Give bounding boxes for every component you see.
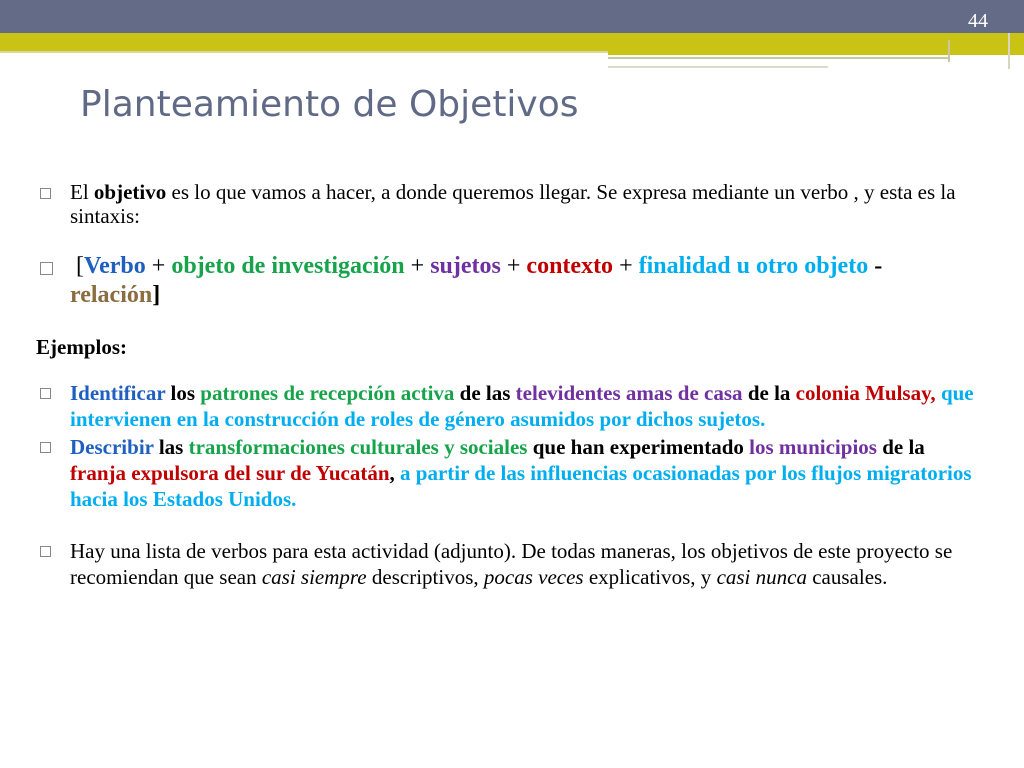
syntax-sujetos: sujetos xyxy=(430,253,501,279)
syntax-plus: + xyxy=(613,253,639,279)
syntax-bracket: [ xyxy=(76,253,84,279)
decorative-line xyxy=(608,66,828,68)
decorative-line xyxy=(608,57,948,59)
text-run: los xyxy=(165,381,201,405)
text-run: El xyxy=(70,180,94,204)
bullet-square-icon xyxy=(40,388,51,399)
text-run: que han experimentado xyxy=(527,435,750,459)
syntax-plus: + xyxy=(404,253,431,279)
syntax-relacion: relación xyxy=(70,282,153,308)
bullet-intro xyxy=(36,180,976,228)
text-run: es lo que vamos a hacer, a donde queremos llegar. Se expresa mediante un verbo , y esta es la sintaxis: xyxy=(70,180,956,228)
example-verb: Identificar xyxy=(70,381,166,405)
syntax-objeto: objeto de investigación xyxy=(171,253,405,279)
bullet-square-icon xyxy=(40,442,51,453)
text-run: Hay una lista de verbos para esta actividad (adjunto). De todas maneras, los objetivos de este proyecto se recomiendan que sean xyxy=(70,539,953,589)
example-subjects: televidentes amas de casa xyxy=(515,381,743,405)
bullet-syntax xyxy=(36,252,976,310)
syntax-contexto: contexto xyxy=(526,253,614,279)
example-purpose: que intervienen en la construcción de roles de género asumidos por dichos sujetos. xyxy=(70,381,974,431)
slide-content xyxy=(36,180,976,590)
example-context: colonia Mulsay, xyxy=(795,381,936,405)
example-verb: Describir xyxy=(70,435,154,459)
decorative-line xyxy=(1008,33,1010,69)
examples-heading: Ejemplos: xyxy=(36,335,127,359)
text-run: descriptivos, xyxy=(366,565,484,589)
text-run: , xyxy=(389,461,401,485)
text-run: las xyxy=(153,435,189,459)
bullet-closing xyxy=(36,538,976,590)
decorative-line xyxy=(948,40,950,62)
text-run-bold: objetivo xyxy=(93,180,167,204)
text-run-italic: pocas veces xyxy=(483,565,584,589)
syntax-plus: + xyxy=(145,253,172,279)
bullet-square-icon xyxy=(40,546,51,557)
syntax-text xyxy=(70,253,882,308)
header-band xyxy=(0,0,1024,33)
example-context: franja expulsora del sur de Yucatán xyxy=(70,461,390,485)
syntax-finalidad: finalidad u otro objeto xyxy=(638,253,869,279)
syntax-dash: - xyxy=(868,253,883,279)
text-run: explicativos, y xyxy=(583,565,717,589)
example-object: transformaciones culturales y sociales xyxy=(188,435,528,459)
accent-band-right xyxy=(608,33,1024,55)
syntax-bracket: ] xyxy=(152,282,161,308)
bullet-example-1 xyxy=(36,380,976,432)
bullet-example-2 xyxy=(36,434,976,512)
slide-title: Planteamiento de Objetivos xyxy=(80,84,579,125)
bullet-square-icon xyxy=(40,188,51,199)
example-object: patrones de recepción activa xyxy=(200,381,455,405)
example-purpose: a partir de las influencias ocasionadas por los flujos migratorios hacia los Estados Unidos. xyxy=(70,461,972,511)
text-run: de las xyxy=(454,381,516,405)
decorative-line xyxy=(0,51,608,53)
slide-number: 44 xyxy=(968,10,988,32)
text-run: de la xyxy=(742,381,796,405)
text-run-italic: casi siempre xyxy=(261,565,367,589)
syntax-verbo: Verbo xyxy=(84,253,146,279)
text-run: de la xyxy=(876,435,925,459)
syntax-plus: + xyxy=(500,253,527,279)
text-run: causales. xyxy=(806,565,888,589)
text-run-italic: casi nunca xyxy=(716,565,807,589)
bullet-square-icon xyxy=(40,262,53,275)
example-subjects: los municipios xyxy=(749,435,877,459)
